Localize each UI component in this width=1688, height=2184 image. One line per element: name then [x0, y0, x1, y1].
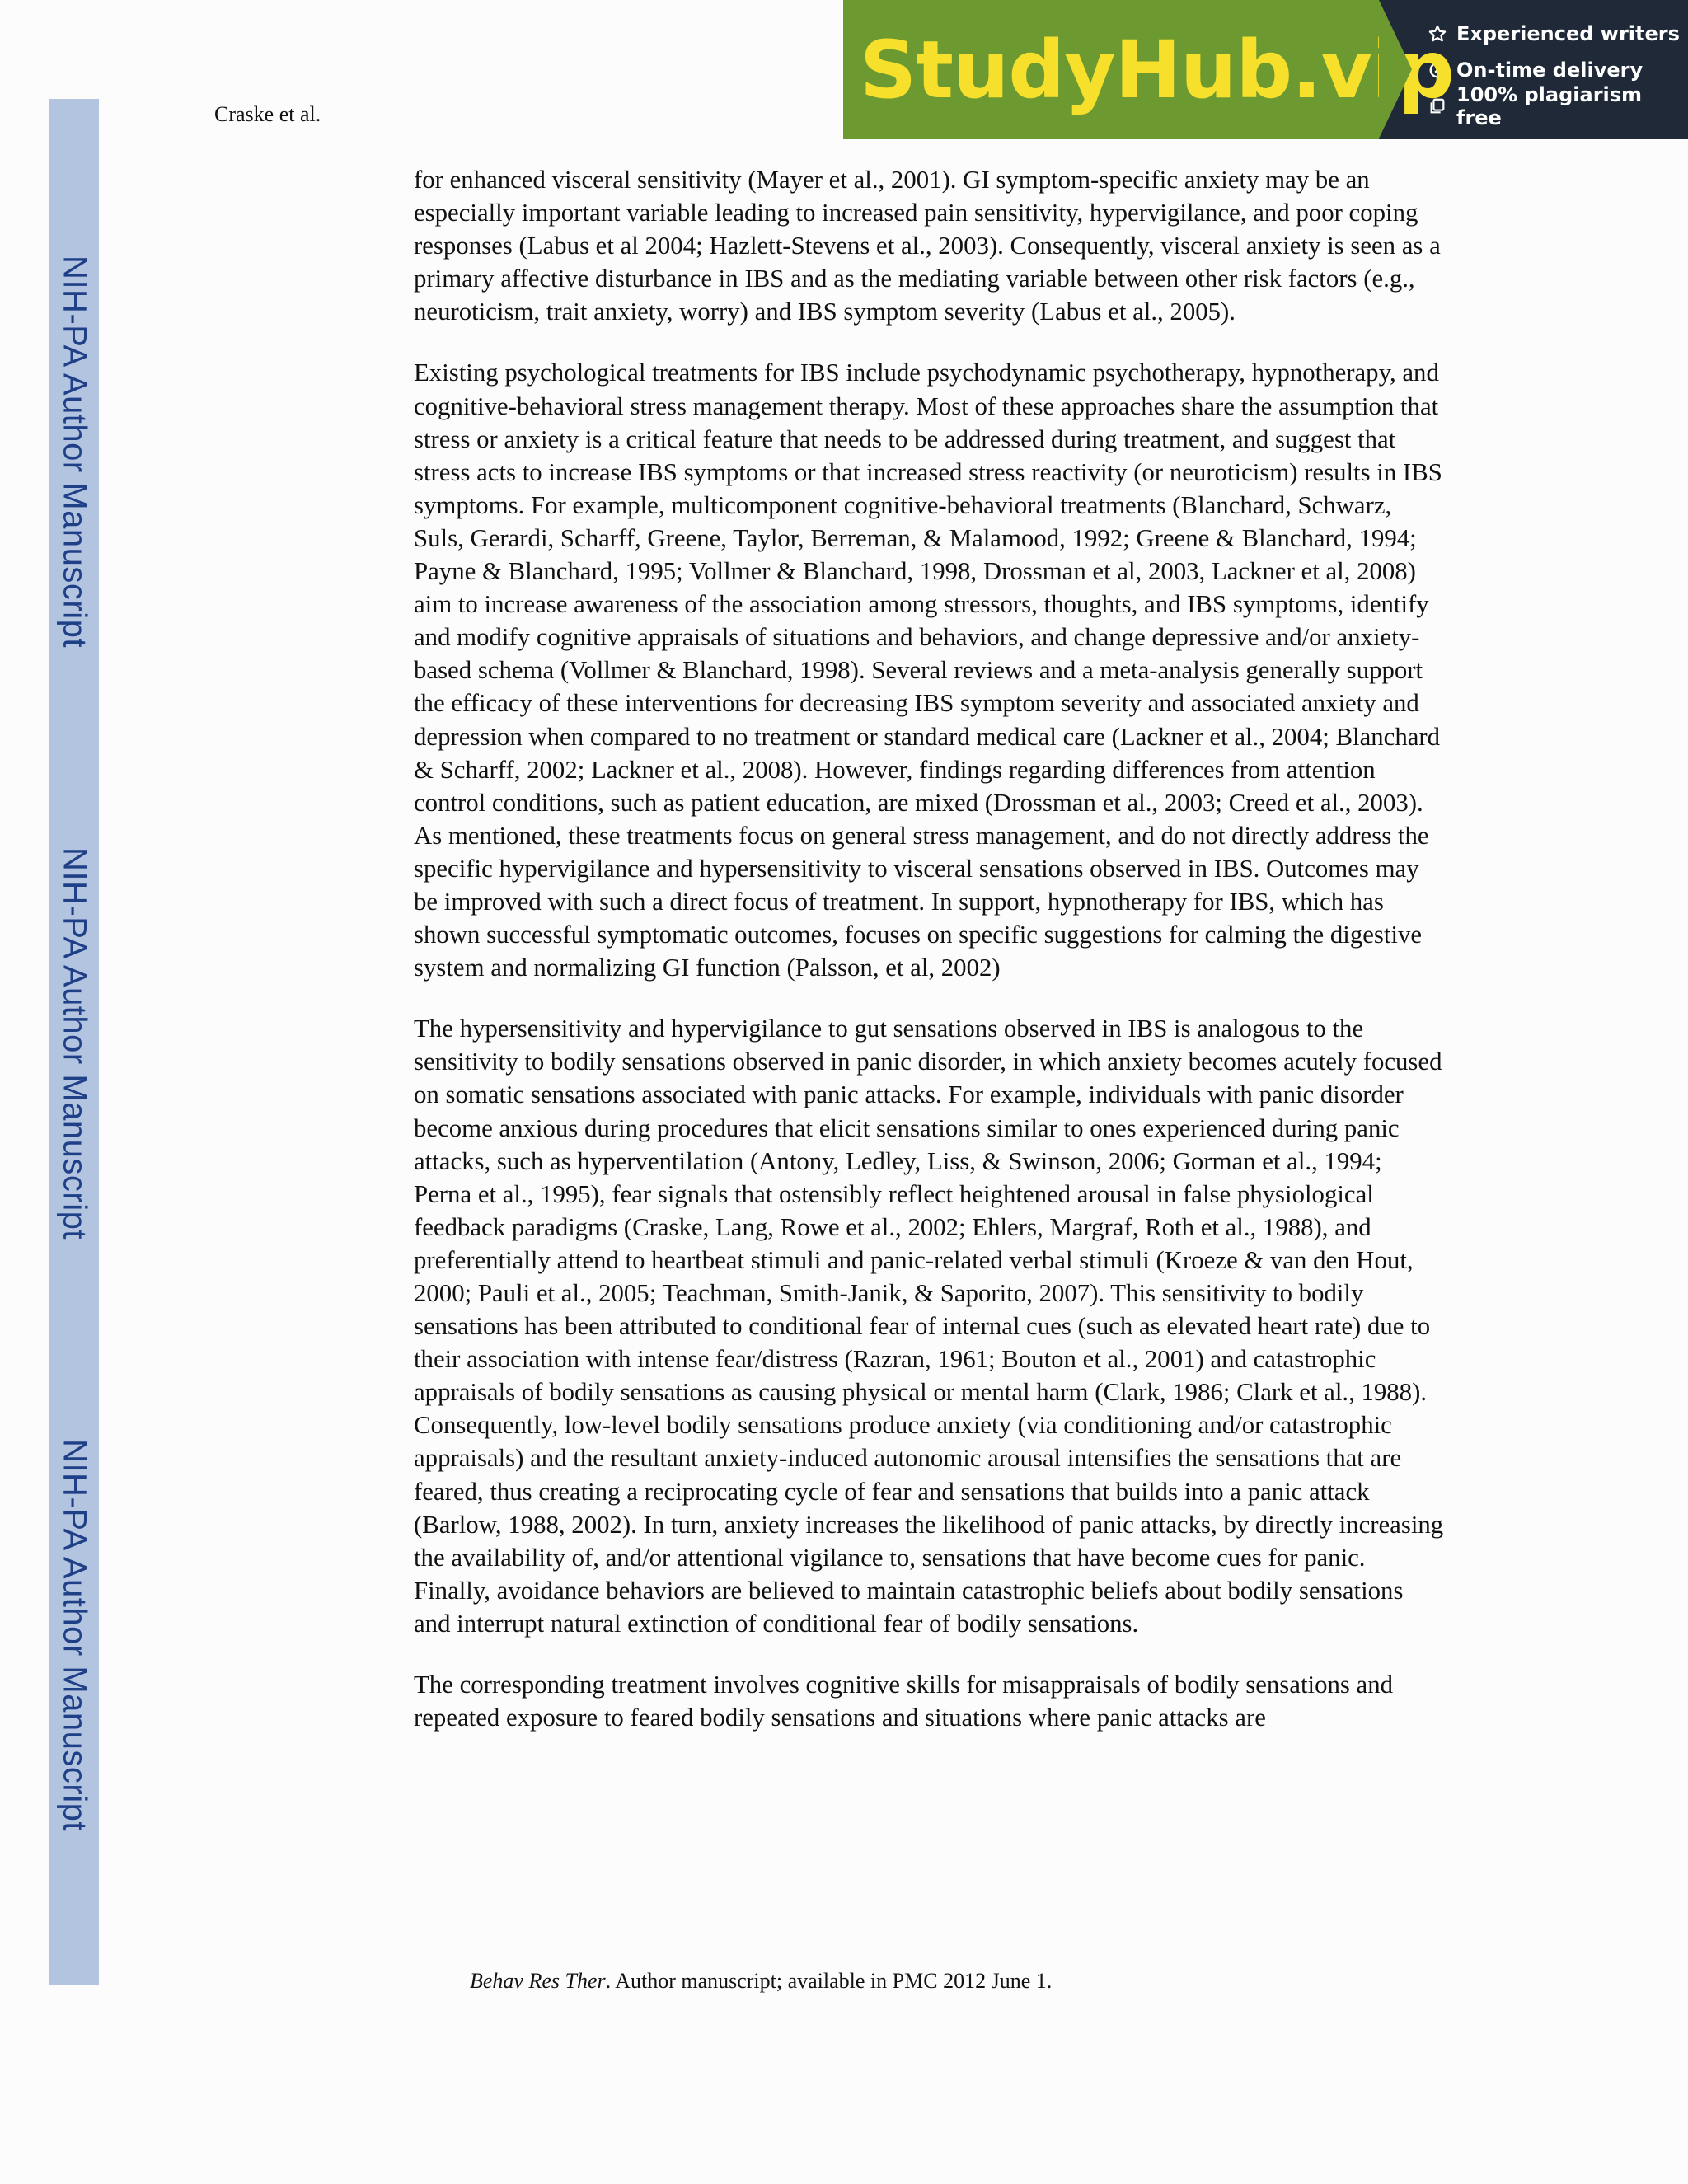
banner-item-delivery — [1428, 54, 1688, 86]
footer-text: . Author manuscript; available in PMC 2012 June 1. — [605, 1969, 1053, 1993]
banner-logo-area[interactable] — [843, 0, 1454, 139]
running-head: Craske et al. — [214, 102, 321, 126]
banner-item-label: Experienced writers — [1456, 21, 1680, 45]
paragraph-1: for enhanced visceral sensitivity (Mayer et al., 2001). GI symptom-specific anxiety may be an especially important variable leading to increased pain sensitivity, hypervigilance, and poor coping responses (Labus et al 2004; Hazlett-Stevens et al., 2003). Consequently, visceral anxiety is seen as a primary affective disturbance in IBS and as the mediating variable between other risk factors (e.g., neuroticism, trait anxiety, worry) and IBS symptom severity (Labus et al., 2005). — [414, 166, 1441, 326]
page-footer — [470, 1969, 1052, 1994]
paragraph-4: The corresponding treatment involves cognitive skills for misappraisals of bodily sensations and repeated exposure to feared bodily sensations and situations where panic attacks are — [414, 1671, 1394, 1732]
article-body — [414, 163, 1444, 1762]
studyhub-banner[interactable] — [843, 0, 1688, 139]
journal-name: Behav Res Ther — [470, 1969, 606, 1993]
paragraph-2: Existing psychological treatments for IBS include psychodynamic psychotherapy, hypnotherapy, and cognitive-behavioral stress management therapy. Most of these approaches share the assumption that stress or anxiety is a critical feature that needs to be addressed during treatment, and suggest that stress acts to increase IBS symptoms or that increased stress reactivity (or neuroticism) results in IBS symptoms. For example, multicomponent cognitive-behavioral treatments (Blanchard, Schwarz, Suls, Gerardi, Scharff, Greene, Taylor, Berreman, & Malamood, 1992; Greene & Blanchard, 1994; Payne & Blanchard, 1995; Vollmer & Blanchard, 1998, Drossman et al, 2003, Lackner et al, 2008) aim to increase awareness of the association among stressors, thoughts, and IBS symptoms, identify and modify cognitive appraisals of situations and behaviors, and change depressive and/or anxiety-based schema (Vollmer & Blanchard, 1998). Several reviews and a meta-analysis generally support the efficacy of these interventions for decreasing IBS symptom severity and associated anxiety and depression when compared to no treatment or standard medical care (Lackner et al., 2004; Blanchard & Scharff, 2002; Lackner et al., 2008). However, findings regarding differences from attention control conditions, such as patient education, are mixed (Drossman et al., 2003; Creed et al., 2003). As mentioned, these treatments focus on general stress management, and do not directly address the specific hypervigilance and hypersensitivity to visceral sensations observed in IBS. Outcomes may be improved with such a direct focus of treatment. In support, hypnotherapy for IBS, which has shown successful symptomatic outcomes, focuses on specific suggestions for calming the digestive system and normalizing GI function (Palsson, et al, 2002) — [414, 359, 1442, 982]
banner-item-label: On-time delivery — [1456, 58, 1643, 82]
banner-item-label: 100% plagiarism free — [1456, 82, 1643, 129]
studyhub-logo[interactable]: StudyHub.vip — [860, 23, 1454, 116]
banner-arrow — [1379, 0, 1412, 138]
banner-item-writers — [1428, 18, 1688, 49]
paragraph-3: The hypersensitivity and hypervigilance to gut sensations observed in IBS is analogous to the sensitivity to bodily sensations observed in panic disorder, in which anxiety becomes acutely focused on somatic sensations associated with panic attacks. For example, individuals with panic disorder become anxious during procedures that elicit sensations similar to ones experienced during panic attacks, such as hyperventilation (Antony, Ledley, Liss, & Swinson, 2006; Gorman et al., 1994; Perna et al., 1995), fear signals that ostensibly reflect heightened arousal in false physiological feedback paradigms (Craske, Lang, Rowe et al., 2002; Ehlers, Margraf, Roth et al., 1988), and preferentially attend to heartbeat stimuli and panic-related verbal stimuli (Kroeze & van den Hout, 2000; Pauli et al., 2005; Teachman, Smith-Janik, & Saporito, 2007). This sensitivity to bodily sensations has been attributed to conditional fear of internal cues (such as elevated heart rate) due to their association with intense fear/distress (Razran, 1961; Bouton et al., 2001) and catastrophic appraisals of bodily sensations as causing physical or mental harm (Clark, 1986; Clark et al., 1988). Consequently, low-level bodily sensations produce anxiety (via conditioning and/or catastrophic appraisals) and the resultant anxiety-induced autonomic arousal intensifies the sensations that are feared, thus creating a reciprocating cycle of fear and sensations that builds into a panic attack (Barlow, 1988, 2002). In turn, anxiety increases the likelihood of panic attacks, by directly increasing the availability of, and/or attentional vigilance to, sensations that have become cues for panic. Finally, avoidance behaviors are believed to maintain catastrophic beliefs about bodily sensations and interrupt natural extinction of conditional fear of bodily sensations. — [414, 1015, 1444, 1638]
banner-item-plagiarism — [1428, 82, 1688, 129]
